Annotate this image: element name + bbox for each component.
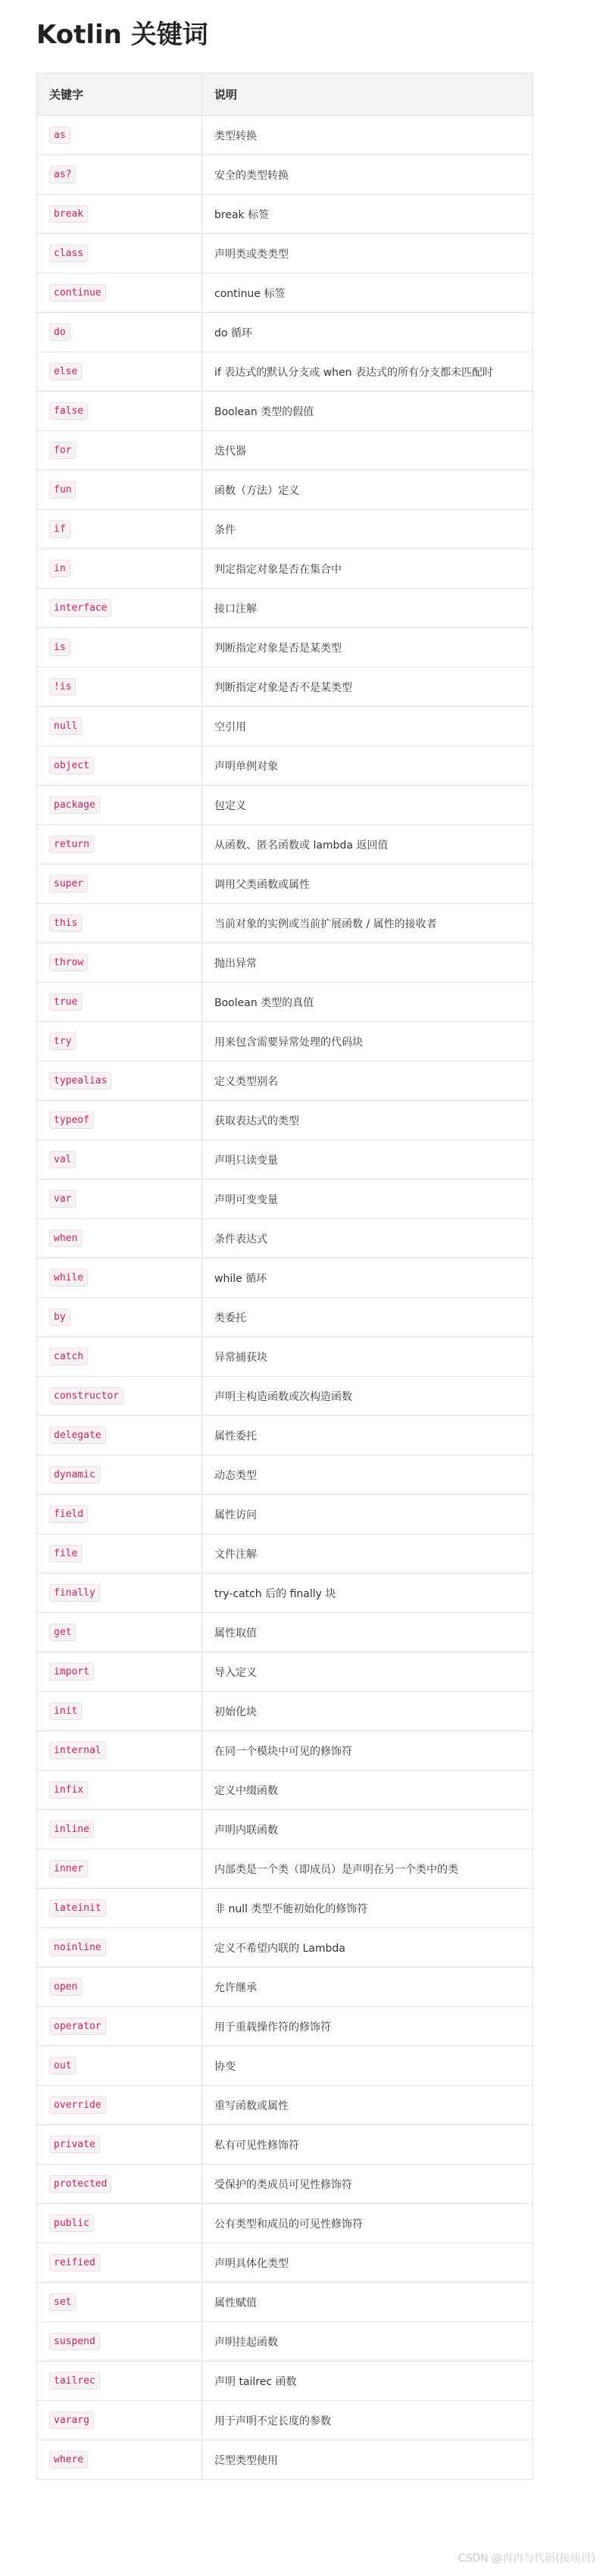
- keyword-code: val: [49, 1151, 76, 1168]
- table-row: [37, 549, 533, 589]
- keyword-code: import: [49, 1663, 94, 1680]
- description-cell: 泛型类型使用: [202, 2440, 533, 2480]
- table-row: [37, 1416, 533, 1455]
- keyword-code: vararg: [49, 2412, 94, 2429]
- table-row: [37, 1495, 533, 1534]
- description-cell: 从函数、匿名函数或 lambda 返回值: [202, 825, 533, 864]
- keyword-cell: [37, 1810, 202, 1849]
- table-row: [37, 274, 533, 313]
- keyword-code: fun: [49, 481, 76, 499]
- description-cell: 用于重载操作符的修饰符: [202, 2007, 533, 2046]
- table-row: [37, 943, 533, 983]
- description-cell: Boolean 类型的真值: [202, 983, 533, 1022]
- keyword-code: when: [49, 1230, 82, 1247]
- table-row: [37, 1652, 533, 1692]
- description-cell: 声明类或类类型: [202, 234, 533, 274]
- keyword-code: as: [49, 127, 70, 144]
- description-cell: 文件注解: [202, 1534, 533, 1574]
- keyword-code: where: [49, 2451, 88, 2468]
- keyword-cell: [37, 1613, 202, 1652]
- table-row: [37, 2243, 533, 2283]
- keyword-code: inner: [49, 1860, 88, 1877]
- keyword-code: private: [49, 2136, 100, 2153]
- keyword-cell: [37, 786, 202, 825]
- description-cell: 类委托: [202, 1298, 533, 1337]
- keyword-code: suspend: [49, 2333, 100, 2350]
- keyword-cell: [37, 1968, 202, 2007]
- keyword-cell: [37, 549, 202, 589]
- keyword-cell: [37, 1889, 202, 1928]
- keyword-code: finally: [49, 1584, 100, 1602]
- keyword-cell: [37, 864, 202, 904]
- keyword-code: class: [49, 245, 88, 262]
- description-cell: 函数（方法）定义: [202, 470, 533, 510]
- keyword-cell: [37, 1337, 202, 1377]
- table-row: [37, 1968, 533, 2007]
- table-row: [37, 1731, 533, 1771]
- keyword-code: by: [49, 1308, 70, 1326]
- keyword-cell: [37, 2362, 202, 2401]
- keyword-cell: [37, 825, 202, 864]
- keyword-code: try: [49, 1033, 76, 1050]
- keyword-cell: [37, 1849, 202, 1889]
- keyword-cell: [37, 1534, 202, 1574]
- keyword-code: catch: [49, 1348, 88, 1365]
- keyword-cell: [37, 510, 202, 549]
- description-cell: 用于声明不定长度的参数: [202, 2401, 533, 2440]
- table-row: [37, 1534, 533, 1574]
- keyword-cell: [37, 1416, 202, 1455]
- table-row: [37, 470, 533, 510]
- keyword-cell: [37, 1140, 202, 1180]
- keyword-code: get: [49, 1624, 76, 1641]
- page-title: Kotlin 关键词: [36, 20, 208, 50]
- table-row: [37, 2283, 533, 2322]
- keyword-code: typealias: [49, 1072, 111, 1089]
- keyword-code: field: [49, 1505, 88, 1523]
- description-cell: 私有可见性修饰符: [202, 2125, 533, 2165]
- watermark: CSDN @冉冉与代码(接项目): [458, 2553, 595, 2565]
- keyword-code: return: [49, 836, 94, 853]
- keyword-cell: [37, 1061, 202, 1101]
- table-row: [37, 1613, 533, 1652]
- keyword-code: infix: [49, 1781, 88, 1799]
- keyword-code: tailrec: [49, 2372, 100, 2390]
- table-row: [37, 1771, 533, 1810]
- description-cell: 属性赋值: [202, 2283, 533, 2322]
- table-row: [37, 1101, 533, 1140]
- table-row: [37, 1298, 533, 1337]
- keyword-code: this: [49, 914, 82, 932]
- keyword-code: constructor: [49, 1387, 123, 1405]
- keyword-code: if: [49, 521, 70, 538]
- description-cell: 公有类型和成员的可见性修饰符: [202, 2204, 533, 2243]
- description-cell: break 标签: [202, 195, 533, 234]
- keyword-code: open: [49, 1978, 82, 1996]
- description-cell: 协变: [202, 2046, 533, 2086]
- keyword-cell: [37, 1495, 202, 1534]
- table-row: [37, 746, 533, 786]
- table-row: [37, 667, 533, 707]
- description-cell: if 表达式的默认分支或 when 表达式的所有分支都未匹配时: [202, 352, 533, 392]
- table-row: [37, 1140, 533, 1180]
- keyword-code: override: [49, 2096, 106, 2114]
- table-row: [37, 510, 533, 549]
- table-row: [37, 2204, 533, 2243]
- description-cell: continue 标签: [202, 274, 533, 313]
- keyword-cell: [37, 628, 202, 667]
- description-cell: 判定指定对象是否在集合中: [202, 549, 533, 589]
- description-cell: 声明只读变量: [202, 1140, 533, 1180]
- description-cell: 安全的类型转换: [202, 155, 533, 195]
- table-row: [37, 2440, 533, 2480]
- table-row: [37, 2401, 533, 2440]
- keyword-cell: [37, 2204, 202, 2243]
- table-row: [37, 2046, 533, 2086]
- description-cell: 定义中缀函数: [202, 1771, 533, 1810]
- table-row: [37, 628, 533, 667]
- table-row: [37, 1889, 533, 1928]
- keyword-code: file: [49, 1545, 82, 1562]
- description-cell: 接口注解: [202, 589, 533, 628]
- keyword-code: reified: [49, 2254, 100, 2271]
- description-cell: 属性委托: [202, 1416, 533, 1455]
- table-row: [37, 1574, 533, 1613]
- keyword-code: do: [49, 324, 70, 341]
- keyword-code: protected: [49, 2175, 111, 2193]
- description-cell: 非 null 类型不能初始化的修饰符: [202, 1889, 533, 1928]
- table-row: [37, 1377, 533, 1416]
- table-row: [37, 983, 533, 1022]
- table-row: [37, 234, 533, 274]
- keyword-cell: [37, 707, 202, 746]
- keyword-code: dynamic: [49, 1466, 100, 1483]
- description-cell: 导入定义: [202, 1652, 533, 1692]
- keyword-code: for: [49, 442, 76, 459]
- header-keyword: 关键字: [37, 73, 202, 116]
- keyword-cell: [37, 589, 202, 628]
- description-cell: 异常捕获块: [202, 1337, 533, 1377]
- keyword-code: object: [49, 757, 94, 774]
- keyword-cell: [37, 2401, 202, 2440]
- description-cell: do 循环: [202, 313, 533, 352]
- table-row: [37, 1692, 533, 1731]
- keyword-cell: [37, 667, 202, 707]
- description-cell: 声明单例对象: [202, 746, 533, 786]
- keyword-cell: [37, 1692, 202, 1731]
- table-row: [37, 2165, 533, 2204]
- keyword-cell: [37, 2165, 202, 2204]
- keyword-code: interface: [49, 599, 111, 617]
- keyword-code: !is: [49, 678, 76, 696]
- description-cell: 用来包含需要异常处理的代码块: [202, 1022, 533, 1061]
- description-cell: 当前对象的实例或当前扩展函数 / 属性的接收者: [202, 904, 533, 943]
- keyword-cell: [37, 2243, 202, 2283]
- keyword-cell: [37, 943, 202, 983]
- keyword-code: true: [49, 993, 82, 1011]
- keyword-cell: [37, 1652, 202, 1692]
- keyword-code: lateinit: [49, 1899, 106, 1917]
- description-cell: 声明内联函数: [202, 1810, 533, 1849]
- keyword-cell: [37, 234, 202, 274]
- table-row: [37, 195, 533, 234]
- table-row: [37, 2007, 533, 2046]
- keyword-cell: [37, 904, 202, 943]
- table-row: [37, 904, 533, 943]
- description-cell: 定义不希望内联的 Lambda: [202, 1928, 533, 1968]
- table-row: [37, 589, 533, 628]
- table-row: [37, 2086, 533, 2125]
- keyword-code: var: [49, 1190, 76, 1208]
- description-cell: 初始化块: [202, 1692, 533, 1731]
- header-description: 说明: [202, 73, 533, 116]
- table-row: [37, 1928, 533, 1968]
- keyword-cell: [37, 2440, 202, 2480]
- keyword-cell: [37, 2125, 202, 2165]
- keyword-code: in: [49, 560, 70, 577]
- keyword-code: as?: [49, 166, 76, 183]
- keyword-code: public: [49, 2215, 94, 2232]
- keyword-code: null: [49, 717, 82, 735]
- description-cell: 重写函数或属性: [202, 2086, 533, 2125]
- keyword-cell: [37, 1574, 202, 1613]
- keyword-cell: [37, 392, 202, 431]
- description-cell: 声明挂起函数: [202, 2322, 533, 2362]
- keyword-code: continue: [49, 284, 106, 302]
- table-row: [37, 116, 533, 155]
- keyword-code: package: [49, 796, 100, 814]
- keyword-cell: [37, 470, 202, 510]
- description-cell: 声明可变变量: [202, 1180, 533, 1219]
- table-row: [37, 786, 533, 825]
- description-cell: Boolean 类型的假值: [202, 392, 533, 431]
- table-row: [37, 155, 533, 195]
- keyword-table: [36, 73, 533, 2480]
- description-cell: 判断指定对象是否是某类型: [202, 628, 533, 667]
- keyword-code: while: [49, 1269, 88, 1286]
- keyword-cell: [37, 2322, 202, 2362]
- table-row: [37, 352, 533, 392]
- keyword-cell: [37, 1377, 202, 1416]
- description-cell: 声明 tailrec 函数: [202, 2362, 533, 2401]
- description-cell: 包定义: [202, 786, 533, 825]
- keyword-cell: [37, 1219, 202, 1258]
- keyword-code: false: [49, 402, 88, 420]
- keyword-cell: [37, 1928, 202, 1968]
- keyword-code: super: [49, 875, 88, 893]
- keyword-cell: [37, 2283, 202, 2322]
- table-row: [37, 1337, 533, 1377]
- keyword-code: operator: [49, 2018, 106, 2035]
- table-row: [37, 2322, 533, 2362]
- keyword-code: out: [49, 2057, 76, 2074]
- keyword-code: typeof: [49, 1111, 94, 1129]
- keyword-cell: [37, 1771, 202, 1810]
- keyword-code: noinline: [49, 1939, 106, 1956]
- keyword-cell: [37, 1731, 202, 1771]
- keyword-cell: [37, 313, 202, 352]
- table-row: [37, 1180, 533, 1219]
- description-cell: 受保护的类成员可见性修饰符: [202, 2165, 533, 2204]
- keyword-code: is: [49, 639, 70, 656]
- keyword-cell: [37, 116, 202, 155]
- keyword-code: init: [49, 1702, 82, 1720]
- table-row: [37, 313, 533, 352]
- table-row: [37, 1022, 533, 1061]
- table-row: [37, 2362, 533, 2401]
- description-cell: 类型转换: [202, 116, 533, 155]
- keyword-cell: [37, 746, 202, 786]
- table-row: [37, 2125, 533, 2165]
- keyword-cell: [37, 431, 202, 470]
- keyword-code: break: [49, 205, 88, 223]
- description-cell: 属性访问: [202, 1495, 533, 1534]
- description-cell: 条件表达式: [202, 1219, 533, 1258]
- keyword-cell: [37, 2046, 202, 2086]
- keyword-cell: [37, 1298, 202, 1337]
- table-row: [37, 431, 533, 470]
- table-row: [37, 1061, 533, 1101]
- description-cell: 内部类是一个类（即成员）是声明在另一个类中的类: [202, 1849, 533, 1889]
- keyword-code: inline: [49, 1821, 94, 1838]
- description-cell: while 循环: [202, 1258, 533, 1298]
- description-cell: 在同一个模块中可见的修饰符: [202, 1731, 533, 1771]
- keyword-cell: [37, 1022, 202, 1061]
- table-row: [37, 1849, 533, 1889]
- keyword-cell: [37, 195, 202, 234]
- description-cell: 声明具体化类型: [202, 2243, 533, 2283]
- description-cell: 判断指定对象是否不是某类型: [202, 667, 533, 707]
- keyword-cell: [37, 2007, 202, 2046]
- keyword-cell: [37, 352, 202, 392]
- description-cell: 允许继承: [202, 1968, 533, 2007]
- description-cell: 获取表达式的类型: [202, 1101, 533, 1140]
- keyword-code: throw: [49, 954, 88, 971]
- description-cell: 定义类型别名: [202, 1061, 533, 1101]
- table-row: [37, 707, 533, 746]
- description-cell: 抛出异常: [202, 943, 533, 983]
- table-row: [37, 1810, 533, 1849]
- keyword-cell: [37, 274, 202, 313]
- keyword-cell: [37, 983, 202, 1022]
- description-cell: 迭代器: [202, 431, 533, 470]
- keyword-code: set: [49, 2293, 76, 2311]
- description-cell: 声明主构造函数或次构造函数: [202, 1377, 533, 1416]
- table-row: [37, 392, 533, 431]
- description-cell: 属性取值: [202, 1613, 533, 1652]
- description-cell: 动态类型: [202, 1455, 533, 1495]
- table-header-row: [37, 73, 533, 116]
- table-row: [37, 1455, 533, 1495]
- table-row: [37, 825, 533, 864]
- description-cell: 空引用: [202, 707, 533, 746]
- keyword-cell: [37, 1180, 202, 1219]
- keyword-cell: [37, 2086, 202, 2125]
- table-row: [37, 864, 533, 904]
- keyword-cell: [37, 1101, 202, 1140]
- keyword-code: else: [49, 363, 82, 380]
- table-body: [37, 116, 533, 2480]
- keyword-cell: [37, 1258, 202, 1298]
- description-cell: try-catch 后的 finally 块: [202, 1574, 533, 1613]
- table-row: [37, 1258, 533, 1298]
- table-row: [37, 1219, 533, 1258]
- keyword-code: delegate: [49, 1427, 106, 1444]
- keyword-cell: [37, 1455, 202, 1495]
- description-cell: 调用父类函数或属性: [202, 864, 533, 904]
- description-cell: 条件: [202, 510, 533, 549]
- keyword-code: internal: [49, 1742, 106, 1759]
- keyword-cell: [37, 155, 202, 195]
